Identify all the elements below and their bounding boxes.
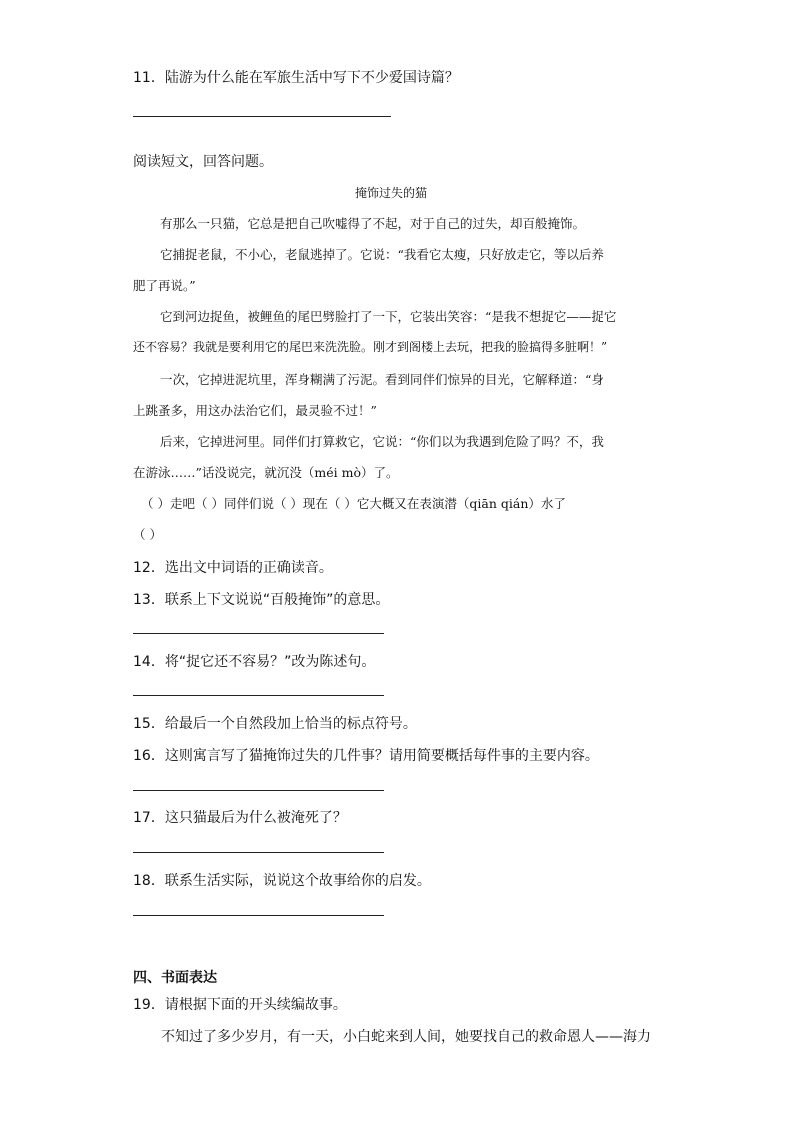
question-11: 11．陆游为什么能在军旅生活中写下不少爱国诗篇？	[133, 70, 459, 86]
story-line: （ ）	[133, 527, 162, 542]
answer-line-18	[133, 915, 384, 916]
reading-instruction: 阅读短文，回答问题。	[133, 154, 273, 170]
question-19: 19．请根据下面的开头续编故事。	[133, 997, 347, 1013]
question-15: 15．给最后一个自然段加上恰当的标点符号。	[133, 716, 417, 732]
section-heading: 四、书面表达	[133, 970, 217, 986]
story-prompt: 不知过了多少岁月，有一天，小白蛇来到人间，她要找自己的救命恩人——海力	[161, 1029, 651, 1045]
story-line: （ ）走吧（ ）同伴们说（ ）现在（ ）它大概又在表演潜（qiān qián）水了	[141, 496, 566, 511]
story-line: 还不容易？我就是要利用它的尾巴来洗洗脸。刚才到阁楼上去玩，把我的脸搞得多脏啊！”	[133, 340, 608, 354]
question-16: 16．这则寓言写了猫掩饰过失的几件事？请用简要概括每件事的主要内容。	[133, 748, 599, 764]
story-line: 肥了再说。”	[133, 278, 196, 293]
question-18: 18．联系生活实际，说说这个故事给你的启发。	[133, 873, 431, 889]
story-line: 在游泳……”话没说完，就沉没（méi mò）了。	[133, 465, 399, 480]
story-line: 它捕捉老鼠，不小心，老鼠逃掉了。它说：“我看它太瘦，只好放走它，等以后养	[160, 247, 604, 262]
story-line: 它到河边捉鱼，被鲤鱼的尾巴劈脸打了一下，它装出笑容：“是我不想捉它——捉它	[160, 309, 617, 324]
answer-line-16	[133, 790, 384, 791]
story-line: 后来，它掉进河里。同伴们打算救它，它说：“你们以为我遇到危险了吗？不，我	[160, 434, 604, 449]
answer-line-14	[133, 695, 384, 696]
story-line: 有那么一只猫，它总是把自己吹嘘得了不起，对于自己的过失，却百般掩饰。	[160, 216, 586, 231]
answer-line-13	[133, 633, 384, 634]
question-13: 13．联系上下文说说“百般掩饰”的意思。	[133, 592, 390, 608]
question-12: 12．选出文中词语的正确读音。	[133, 560, 333, 576]
story-line: 上跳蚤多，用这办法治它们，最灵验不过！”	[133, 403, 377, 418]
question-14: 14．将“捉它还不容易？”改为陈述句。	[133, 654, 376, 670]
story-title: 掩饰过失的猫	[355, 186, 428, 200]
question-17: 17．这只猫最后为什么被淹死了？	[133, 810, 347, 826]
story-line: 一次，它掉进泥坑里，浑身糊满了污泥。看到同伴们惊异的目光，它解释道：“身	[160, 372, 604, 387]
answer-line-17	[133, 852, 384, 853]
answer-line-11	[133, 116, 391, 117]
